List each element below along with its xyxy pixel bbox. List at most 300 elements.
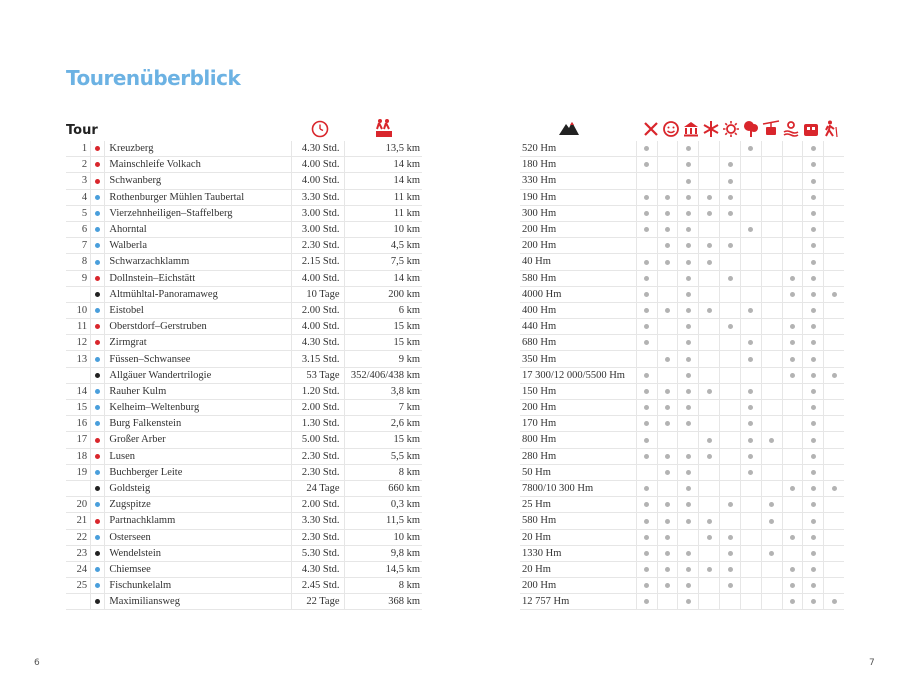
feature-cell-nature-icon	[740, 513, 761, 529]
feature-cell-cable-car-icon	[761, 545, 782, 561]
tour-number: 14	[66, 383, 91, 399]
tour-number: 21	[66, 513, 91, 529]
region-dot	[91, 594, 105, 610]
tour-duration: 2.00 Std.	[292, 400, 344, 416]
table-row	[66, 270, 422, 286]
region-dot	[91, 480, 105, 496]
tour-number: 1	[66, 141, 91, 157]
region-dot	[91, 205, 105, 221]
tour-duration: 3.00 Std.	[292, 205, 344, 221]
table-row	[66, 448, 422, 464]
feature-cell-nature-icon	[740, 448, 761, 464]
feature-dot	[811, 599, 816, 604]
feature-cell-summer-icon	[720, 529, 741, 545]
feature-dot	[748, 438, 753, 443]
feature-cell-museum-icon	[678, 448, 699, 464]
feature-cell-cable-car-icon	[761, 221, 782, 237]
feature-dot	[644, 535, 649, 540]
feature-cell-cable-car-icon	[761, 238, 782, 254]
feature-dot	[748, 357, 753, 362]
feature-dot	[665, 260, 670, 265]
feature-cell-winter-icon	[699, 578, 720, 594]
tour-elevation: 200 Hm	[520, 221, 636, 237]
tour-elevation: 17 300/12 000/5500 Hm	[520, 367, 636, 383]
tour-name: Buchberger Leite	[105, 464, 292, 480]
table-row	[66, 416, 422, 432]
tour-elevation: 180 Hm	[520, 157, 636, 173]
feature-cell-bathing-icon	[782, 448, 803, 464]
feature-dot	[811, 179, 816, 184]
feature-dot	[665, 243, 670, 248]
feature-cell-hut-icon	[803, 302, 824, 318]
table-row	[66, 578, 422, 594]
feature-cell-restaurant-icon	[636, 383, 657, 399]
feature-cell-hut-icon	[803, 545, 824, 561]
feature-cell-hiking-icon	[824, 529, 844, 545]
feature-dot	[811, 357, 816, 362]
feature-cell-winter-icon	[699, 432, 720, 448]
feature-dot	[665, 502, 670, 507]
tour-name: Chiemsee	[105, 561, 292, 577]
feature-dot	[644, 567, 649, 572]
clock-icon	[311, 120, 329, 138]
feature-cell-summer-icon	[720, 594, 741, 610]
tour-duration: 3.30 Std.	[292, 189, 344, 205]
feature-dot	[686, 405, 691, 410]
feature-cell-nature-icon	[740, 367, 761, 383]
feature-cell-nature-icon	[740, 335, 761, 351]
feature-cell-hut-icon	[803, 286, 824, 302]
hiking-icon	[822, 120, 840, 138]
feature-cell-winter-icon	[699, 286, 720, 302]
feature-cell-hut-icon	[803, 480, 824, 496]
feature-dot	[811, 405, 816, 410]
feature-dot	[644, 146, 649, 151]
feature-cell-winter-icon	[699, 383, 720, 399]
feature-cell-cable-car-icon	[761, 480, 782, 496]
feature-cell-family-icon	[657, 480, 678, 496]
feature-cell-summer-icon	[720, 141, 741, 157]
feature-dot	[665, 357, 670, 362]
tour-elevation: 350 Hm	[520, 351, 636, 367]
feature-cell-hut-icon	[803, 497, 824, 513]
tour-elevation: 280 Hm	[520, 448, 636, 464]
tour-name: Walberla	[105, 238, 292, 254]
tour-elevation: 300 Hm	[520, 205, 636, 221]
table-row	[66, 173, 422, 189]
tour-table	[66, 141, 422, 610]
tour-duration: 24 Tage	[292, 480, 344, 496]
tour-elevation: 330 Hm	[520, 173, 636, 189]
tour-number: 23	[66, 545, 91, 561]
feature-dot	[811, 535, 816, 540]
table-row	[66, 480, 422, 496]
feature-dot	[790, 486, 795, 491]
feature-dot	[686, 519, 691, 524]
feature-cell-winter-icon	[699, 238, 720, 254]
tour-duration: 4.00 Std.	[292, 319, 344, 335]
feature-cell-summer-icon	[720, 189, 741, 205]
feature-dot	[769, 551, 774, 556]
feature-cell-winter-icon	[699, 319, 720, 335]
feature-cell-restaurant-icon	[636, 351, 657, 367]
region-dot	[91, 221, 105, 237]
feature-cell-restaurant-icon	[636, 254, 657, 270]
table-row	[520, 319, 844, 335]
feature-cell-summer-icon	[720, 416, 741, 432]
tour-name: Eistobel	[105, 302, 292, 318]
tour-name: Mainschleife Volkach	[105, 157, 292, 173]
tour-elevation: 190 Hm	[520, 189, 636, 205]
tour-elevation: 400 Hm	[520, 302, 636, 318]
feature-cell-cable-car-icon	[761, 513, 782, 529]
feature-dot	[748, 421, 753, 426]
table-row	[520, 205, 844, 221]
feature-cell-winter-icon	[699, 335, 720, 351]
feature-cell-bathing-icon	[782, 173, 803, 189]
table-row	[66, 205, 422, 221]
feature-dot	[811, 486, 816, 491]
page-number-right: 7	[869, 658, 875, 668]
table-row	[66, 545, 422, 561]
feature-dot	[665, 583, 670, 588]
feature-cell-cable-car-icon	[761, 351, 782, 367]
feature-cell-hiking-icon	[824, 594, 844, 610]
tour-duration: 2.00 Std.	[292, 302, 344, 318]
feature-dot	[790, 583, 795, 588]
feature-dot	[769, 438, 774, 443]
feature-dot	[811, 308, 816, 313]
region-dot	[91, 383, 105, 399]
feature-cell-museum-icon	[678, 157, 699, 173]
feature-cell-winter-icon	[699, 594, 720, 610]
feature-cell-nature-icon	[740, 529, 761, 545]
feature-cell-family-icon	[657, 448, 678, 464]
feature-dot	[707, 438, 712, 443]
feature-cell-museum-icon	[678, 513, 699, 529]
feature-cell-restaurant-icon	[636, 400, 657, 416]
feature-cell-winter-icon	[699, 141, 720, 157]
tour-number: 13	[66, 351, 91, 367]
distance-icon	[374, 118, 394, 138]
feature-cell-family-icon	[657, 594, 678, 610]
feature-dot	[686, 454, 691, 459]
table-row	[66, 319, 422, 335]
feature-dot	[665, 405, 670, 410]
feature-dot	[665, 195, 670, 200]
feature-dot	[644, 389, 649, 394]
feature-cell-winter-icon	[699, 545, 720, 561]
feature-cell-winter-icon	[699, 513, 720, 529]
feature-cell-museum-icon	[678, 578, 699, 594]
table-row	[66, 561, 422, 577]
feature-dot	[665, 470, 670, 475]
region-dot	[91, 141, 105, 157]
feature-cell-nature-icon	[740, 383, 761, 399]
feature-dot	[811, 421, 816, 426]
feature-cell-summer-icon	[720, 432, 741, 448]
feature-dot	[748, 340, 753, 345]
feature-cell-cable-car-icon	[761, 141, 782, 157]
feature-cell-family-icon	[657, 157, 678, 173]
feature-cell-restaurant-icon	[636, 173, 657, 189]
feature-dot	[644, 373, 649, 378]
feature-cell-hiking-icon	[824, 416, 844, 432]
feature-cell-bathing-icon	[782, 286, 803, 302]
feature-cell-hut-icon	[803, 351, 824, 367]
feature-cell-summer-icon	[720, 286, 741, 302]
tour-number	[66, 480, 91, 496]
feature-dot	[790, 340, 795, 345]
feature-cell-hut-icon	[803, 335, 824, 351]
tour-distance: 2,6 km	[344, 416, 422, 432]
feature-cell-hut-icon	[803, 448, 824, 464]
tour-name: Dollnstein–Eichstätt	[105, 270, 292, 286]
feature-cell-winter-icon	[699, 270, 720, 286]
feature-cell-museum-icon	[678, 270, 699, 286]
page-title: Tourenüberblick	[66, 66, 241, 90]
tour-duration: 5.00 Std.	[292, 432, 344, 448]
feature-cell-restaurant-icon	[636, 367, 657, 383]
tour-name: Allgäuer Wandertrilogie	[105, 367, 292, 383]
feature-cell-nature-icon	[740, 545, 761, 561]
tour-duration: 2.30 Std.	[292, 464, 344, 480]
feature-cell-restaurant-icon	[636, 238, 657, 254]
feature-dot	[686, 551, 691, 556]
tour-elevation: 440 Hm	[520, 319, 636, 335]
feature-cell-museum-icon	[678, 221, 699, 237]
feature-dot	[686, 502, 691, 507]
feature-dot	[811, 438, 816, 443]
feature-cell-summer-icon	[720, 464, 741, 480]
tour-elevation: 20 Hm	[520, 529, 636, 545]
feature-dot	[644, 438, 649, 443]
feature-cell-restaurant-icon	[636, 302, 657, 318]
feature-cell-summer-icon	[720, 448, 741, 464]
feature-cell-restaurant-icon	[636, 416, 657, 432]
table-row	[66, 141, 422, 157]
region-dot	[91, 254, 105, 270]
feature-dot	[707, 389, 712, 394]
museum-icon	[682, 120, 700, 138]
elevation-icon	[558, 120, 580, 136]
winter-icon	[702, 120, 720, 138]
feature-dot	[707, 519, 712, 524]
feature-cell-nature-icon	[740, 578, 761, 594]
feature-cell-cable-car-icon	[761, 367, 782, 383]
feature-cell-cable-car-icon	[761, 432, 782, 448]
feature-cell-bathing-icon	[782, 157, 803, 173]
feature-cell-restaurant-icon	[636, 561, 657, 577]
feature-cell-summer-icon	[720, 545, 741, 561]
feature-cell-hiking-icon	[824, 400, 844, 416]
tour-distance: 14,5 km	[344, 561, 422, 577]
tour-elevation: 200 Hm	[520, 400, 636, 416]
table-row	[66, 335, 422, 351]
table-row	[520, 594, 844, 610]
feature-cell-hut-icon	[803, 513, 824, 529]
feature-cell-nature-icon	[740, 286, 761, 302]
tour-name: Goldsteig	[105, 480, 292, 496]
feature-cell-winter-icon	[699, 448, 720, 464]
tour-duration: 5.30 Std.	[292, 545, 344, 561]
feature-dot	[769, 519, 774, 524]
feature-dot	[644, 486, 649, 491]
feature-dot	[790, 599, 795, 604]
tour-elevation: 20 Hm	[520, 561, 636, 577]
feature-cell-museum-icon	[678, 302, 699, 318]
feature-cell-nature-icon	[740, 205, 761, 221]
feature-cell-restaurant-icon	[636, 319, 657, 335]
region-dot	[91, 286, 105, 302]
nature-icon	[742, 120, 760, 138]
feature-cell-restaurant-icon	[636, 286, 657, 302]
feature-cell-museum-icon	[678, 400, 699, 416]
tour-duration: 4.30 Std.	[292, 141, 344, 157]
tour-name: Vierzehnheiligen–Staffelberg	[105, 205, 292, 221]
feature-cell-family-icon	[657, 286, 678, 302]
table-row	[520, 497, 844, 513]
feature-cell-museum-icon	[678, 416, 699, 432]
feature-cell-cable-car-icon	[761, 205, 782, 221]
tour-duration: 3.00 Std.	[292, 221, 344, 237]
feature-dot	[707, 260, 712, 265]
feature-dot	[707, 211, 712, 216]
tour-elevation: 170 Hm	[520, 416, 636, 432]
feature-dot	[686, 146, 691, 151]
feature-cell-nature-icon	[740, 189, 761, 205]
feature-cell-winter-icon	[699, 480, 720, 496]
feature-cell-bathing-icon	[782, 561, 803, 577]
feature-cell-winter-icon	[699, 351, 720, 367]
tour-name: Kelheim–Weltenburg	[105, 400, 292, 416]
table-row	[66, 464, 422, 480]
feature-cell-family-icon	[657, 497, 678, 513]
feature-cell-family-icon	[657, 416, 678, 432]
feature-cell-winter-icon	[699, 254, 720, 270]
feature-cell-family-icon	[657, 189, 678, 205]
tour-elevation: 580 Hm	[520, 513, 636, 529]
feature-cell-cable-car-icon	[761, 578, 782, 594]
tour-distance: 352/406/438 km	[344, 367, 422, 383]
feature-cell-family-icon	[657, 173, 678, 189]
feature-cell-museum-icon	[678, 367, 699, 383]
feature-cell-summer-icon	[720, 578, 741, 594]
table-row	[66, 221, 422, 237]
feature-cell-cable-car-icon	[761, 383, 782, 399]
feature-cell-restaurant-icon	[636, 578, 657, 594]
feature-dot	[665, 227, 670, 232]
feature-cell-winter-icon	[699, 157, 720, 173]
tour-distance: 14 km	[344, 157, 422, 173]
feature-cell-hiking-icon	[824, 141, 844, 157]
tour-elevation: 200 Hm	[520, 238, 636, 254]
tour-name: Partnachklamm	[105, 513, 292, 529]
table-row	[66, 383, 422, 399]
feature-cell-cable-car-icon	[761, 286, 782, 302]
tour-number: 16	[66, 416, 91, 432]
feature-dot	[769, 502, 774, 507]
feature-cell-restaurant-icon	[636, 432, 657, 448]
table-row	[66, 238, 422, 254]
feature-cell-family-icon	[657, 335, 678, 351]
feature-cell-hut-icon	[803, 205, 824, 221]
feature-cell-family-icon	[657, 302, 678, 318]
hut-icon	[802, 120, 820, 138]
region-dot	[91, 561, 105, 577]
region-dot	[91, 545, 105, 561]
feature-cell-museum-icon	[678, 529, 699, 545]
tour-number: 15	[66, 400, 91, 416]
table-row	[66, 254, 422, 270]
feature-dot	[811, 195, 816, 200]
feature-cell-family-icon	[657, 205, 678, 221]
feature-cell-nature-icon	[740, 497, 761, 513]
feature-dot	[644, 551, 649, 556]
feature-cell-cable-car-icon	[761, 448, 782, 464]
table-row	[520, 480, 844, 496]
feature-dot	[728, 324, 733, 329]
feature-cell-restaurant-icon	[636, 497, 657, 513]
feature-cell-restaurant-icon	[636, 529, 657, 545]
feature-dot	[686, 324, 691, 329]
feature-cell-museum-icon	[678, 254, 699, 270]
feature-cell-nature-icon	[740, 173, 761, 189]
feature-cell-family-icon	[657, 561, 678, 577]
tour-number	[66, 286, 91, 302]
feature-cell-family-icon	[657, 367, 678, 383]
feature-dot	[707, 308, 712, 313]
tour-distance: 660 km	[344, 480, 422, 496]
feature-dot	[707, 243, 712, 248]
bathing-icon	[782, 120, 800, 138]
feature-dot	[811, 583, 816, 588]
feature-cell-winter-icon	[699, 205, 720, 221]
feature-cell-winter-icon	[699, 416, 720, 432]
tour-elevation: 680 Hm	[520, 335, 636, 351]
tour-distance: 7 km	[344, 400, 422, 416]
feature-cell-museum-icon	[678, 383, 699, 399]
feature-cell-cable-car-icon	[761, 335, 782, 351]
table-row	[520, 141, 844, 157]
feature-cell-restaurant-icon	[636, 157, 657, 173]
feature-dot	[686, 357, 691, 362]
feature-cell-cable-car-icon	[761, 416, 782, 432]
tour-distance: 7,5 km	[344, 254, 422, 270]
region-dot	[91, 302, 105, 318]
feature-dot	[644, 340, 649, 345]
feature-cell-summer-icon	[720, 238, 741, 254]
feature-cell-museum-icon	[678, 286, 699, 302]
feature-dot	[686, 567, 691, 572]
feature-cell-bathing-icon	[782, 254, 803, 270]
feature-dot	[644, 276, 649, 281]
feature-cell-family-icon	[657, 254, 678, 270]
table-row	[520, 513, 844, 529]
feature-cell-hut-icon	[803, 319, 824, 335]
tour-number	[66, 367, 91, 383]
tour-duration: 2.00 Std.	[292, 497, 344, 513]
tour-number: 25	[66, 578, 91, 594]
tour-distance: 9 km	[344, 351, 422, 367]
feature-cell-family-icon	[657, 141, 678, 157]
feature-dot	[686, 276, 691, 281]
feature-dot	[665, 421, 670, 426]
feature-cell-bathing-icon	[782, 400, 803, 416]
tour-number: 20	[66, 497, 91, 513]
feature-cell-hiking-icon	[824, 383, 844, 399]
feature-cell-hut-icon	[803, 254, 824, 270]
